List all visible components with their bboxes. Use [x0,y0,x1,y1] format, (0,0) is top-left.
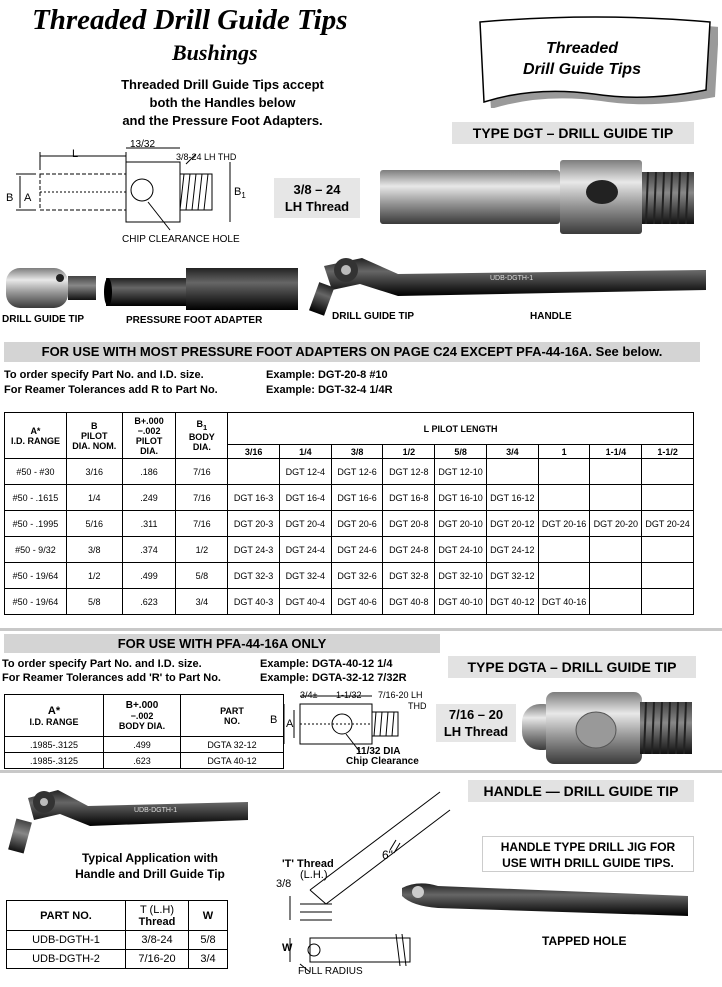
cell-bp: .623 [122,589,176,615]
cell-bp: .311 [122,511,176,537]
part-cell: DGT 32-4 [279,563,331,589]
col-b-sub: PILOT [81,430,108,441]
part-cell [228,459,280,485]
part-cell [538,485,590,511]
table-row [5,753,284,769]
cell-a: .1985-.3125 [5,753,104,769]
jig-note [482,836,694,872]
cell-w: 5/8 [189,931,228,950]
part-cell: DGT 24-10 [435,537,487,563]
dgta-col-b-label: B+.000 [125,700,159,711]
cell-a: #50 - 19/64 [5,563,67,589]
cell-b: 3/16 [66,459,122,485]
banner-line-1: Threaded [545,40,618,57]
intro-line-3: and the Pressure Foot Adapters. [122,113,323,128]
table-row [5,537,694,563]
part-cell [538,459,590,485]
handle-mark: UDB-DGTH-1 [490,275,534,282]
part-cell: DGT 12-8 [383,459,435,485]
cell-a: #50 - 9/32 [5,537,67,563]
dgta-col-b-tol: −.002 [130,711,154,721]
col-bp-sub: PILOT [135,435,163,446]
col-bp-sub2: DIA. [140,445,159,456]
handle-table [6,900,228,969]
tapped-handle-photo [398,878,694,926]
length-col-8: 1-1/2 [642,445,694,459]
part-cell: DGT 20-6 [331,511,383,537]
diag-thread-label: 3/8-24 LH THD [176,152,237,162]
part-cell: DGT 24-6 [331,537,383,563]
page-title: Threaded Drill Guide Tips [32,4,348,36]
part-cell: DGT 12-6 [331,459,383,485]
cell-b: 3/8 [66,537,122,563]
dgt-use-bar: FOR USE WITH MOST PRESSURE FOOT ADAPTERS ON PAGE C24 EXCEPT PFA-44-16A. See below. [4,342,700,362]
col-bp-label: B+.000 [134,415,164,426]
handle-table-body [7,931,228,969]
diag-b1-letter: B [234,186,242,198]
cell-bp: .186 [122,459,176,485]
caption-pressure-foot-adapter: PRESSURE FOOT ADAPTER [126,315,263,326]
dgta-col-b [104,695,181,737]
col-b-label: B [91,420,98,431]
diag-b1-label [234,186,246,200]
dgt-thread-box [274,178,360,218]
dgt-thread-line-2: LH Thread [284,199,350,214]
handle-col-part: PART NO. [7,901,126,931]
col-a [5,413,67,459]
length-col-7: 1-1/4 [590,445,642,459]
col-b1-label: B [196,419,203,430]
diag-chip-label: CHIP CLEARANCE HOLE [122,234,240,245]
part-cell: DGT 32-8 [383,563,435,589]
dgt-order-text [4,368,393,398]
intro-line-1: Threaded Drill Guide Tips accept [121,77,324,92]
cell-p: DGTA 40-12 [181,753,284,769]
dgta-col-part-sub: NO. [223,715,240,726]
col-bp-tol: −.002 [137,425,161,436]
dgta-diag-chip-1: 11/32 DIA [356,746,401,757]
cell-b1: 1/2 [176,537,228,563]
dgt-thread-line-1: 3/8 – 24 [293,182,341,197]
type-dgta-label: TYPE DGTA – DRILL GUIDE TIP [448,656,696,678]
part-cell: DGT 40-6 [331,589,383,615]
part-cell: DGT 32-6 [331,563,383,589]
part-cell [538,537,590,563]
part-cell [590,563,642,589]
table-row [7,950,228,969]
dgt-order-example-1: Example: DGT-20-8 #10 [266,369,388,381]
dgta-thread-box [436,704,516,742]
dgta-col-b-sub: BODY DIA. [118,721,166,731]
diag-a-label: A [24,192,32,204]
handle-col-t-label: T (L.H) [139,903,175,916]
dgt-order-line-1: To order specify Part No. and I.D. size. [4,369,204,381]
part-cell: DGT 40-4 [279,589,331,615]
part-cell [642,537,694,563]
caption-handle: HANDLE [530,311,572,322]
part-cell: DGT 40-10 [435,589,487,615]
col-b1-sub-index: 1 [202,422,208,432]
part-cell [590,589,642,615]
length-col-0: 3/16 [228,445,280,459]
banner-line-2: Drill Guide Tips [523,61,641,78]
dgta-diag-a: A [286,718,294,730]
cell-b: .499 [104,737,181,753]
part-cell: DGT 16-8 [383,485,435,511]
part-cell: DGT 40-16 [538,589,590,615]
length-col-2: 3/8 [331,445,383,459]
cell-b: 1/4 [66,485,122,511]
cell-a: #50 - .1615 [5,485,67,511]
part-cell: DGT 32-10 [435,563,487,589]
table-row [5,737,284,753]
handle-diag-38: 3/8 [276,878,292,890]
part-cell: DGT 24-12 [486,537,538,563]
intro-text [100,76,345,130]
dgt-table-body [5,459,694,615]
typical-line-2: Handle and Drill Guide Tip [75,867,225,881]
col-a-sub: I.D. RANGE [10,435,60,446]
cell-a: .1985-.3125 [5,737,104,753]
part-cell [590,459,642,485]
tapped-hole-label: TAPPED HOLE [542,934,627,948]
diag-b-label: B [6,192,14,204]
intro-line-2: both the Handles below [149,95,296,110]
jig-line-2: USE WITH DRILL GUIDE TIPS. [502,856,674,870]
dgta-col-a [5,695,104,737]
part-cell [642,485,694,511]
cell-b1: 7/16 [176,511,228,537]
table-row [5,589,694,615]
dgt-table [4,412,694,615]
col-b-sub2: DIA. NOM. [72,440,117,451]
dgta-thread-line-1: 7/16 – 20 [448,707,504,722]
length-col-6: 1 [538,445,590,459]
part-cell: DGT 24-4 [279,537,331,563]
part-cell [538,563,590,589]
page-subtitle: Bushings [172,40,258,65]
dgta-order-line-2: For Reamer Tolerances add 'R' to Part No. [2,672,221,684]
dgta-col-part-label: PART [220,705,244,716]
cell-b1: 7/16 [176,459,228,485]
caption-drill-guide-tip-2: DRILL GUIDE TIP [332,311,415,322]
handle-diag-6: 6" [382,848,393,862]
col-b1-sub2: DIA. [192,441,211,452]
cell-b1: 3/4 [176,589,228,615]
part-cell: DGT 20-24 [642,511,694,537]
handle-diag-lh: (L.H.) [300,869,328,881]
table-row [5,485,694,511]
cell-a: #50 - 19/64 [5,589,67,615]
part-cell: DGT 20-3 [228,511,280,537]
cell-t: 7/16-20 [126,950,189,969]
dgta-order-example-2: Example: DGTA-32-12 7/32R [260,672,407,684]
cell-part: UDB-DGTH-1 [7,931,126,950]
cell-bp: .499 [122,563,176,589]
part-cell: DGT 16-3 [228,485,280,511]
cell-b: 5/8 [66,589,122,615]
diag-b1-sub: 1 [241,191,246,201]
col-l: L PILOT LENGTH [228,413,694,445]
dgta-col-a-sub: I.D. RANGE [29,716,79,727]
dgta-photo [516,686,696,770]
part-cell [486,459,538,485]
cell-part: UDB-DGTH-2 [7,950,126,969]
part-cell: DGT 24-3 [228,537,280,563]
cell-w: 3/4 [189,950,228,969]
type-dgt-label: TYPE DGT – DRILL GUIDE TIP [452,122,694,144]
table-row [5,459,694,485]
part-cell [642,459,694,485]
dgta-diag-b: B [270,714,278,726]
cell-p: DGTA 32-12 [181,737,284,753]
drill-guide-tip-photo [2,262,102,312]
type-handle-label: HANDLE — DRILL GUIDE TIP [468,780,694,802]
length-col-4: 5/8 [435,445,487,459]
cell-bp: .374 [122,537,176,563]
part-cell: DGT 40-12 [486,589,538,615]
part-cell: DGT 40-3 [228,589,280,615]
length-col-5: 3/4 [486,445,538,459]
handle-col-w: W [189,901,228,931]
handle-diag-radius: FULL RADIUS [298,966,363,977]
handle-col-t [126,901,189,931]
dgta-order-line-1: To order specify Part No. and I.D. size. [2,658,202,670]
col-a-label: A* [30,425,41,436]
part-cell: DGT 32-12 [486,563,538,589]
divider [0,628,722,631]
cell-b1: 5/8 [176,563,228,589]
divider-2 [0,770,722,773]
banner-text [492,38,672,80]
part-cell [590,537,642,563]
dgta-diag-1132: 1-1/32 [336,690,362,700]
part-cell: DGT 16-4 [279,485,331,511]
typical-line-1: Typical Application with [81,851,218,865]
cell-b: 1/2 [66,563,122,589]
dgta-diag-chip-2: Chip Clearance [346,756,419,767]
pressure-foot-adapter-photo [104,264,304,314]
cell-b: .623 [104,753,181,769]
part-cell: DGT 20-16 [538,511,590,537]
part-cell: DGT 24-8 [383,537,435,563]
cell-a: #50 - .1995 [5,511,67,537]
dgta-order-example-1: Example: DGTA-40-12 1/4 [260,658,393,670]
handle-col-t-sub: Thread [138,915,176,928]
dgt-order-example-2: Example: DGT-32-4 1/4R [266,384,393,396]
part-cell [642,563,694,589]
part-cell: DGT 16-6 [331,485,383,511]
part-cell: DGT 20-8 [383,511,435,537]
table-row [7,931,228,950]
col-b1-sub: BODY [188,431,215,442]
dgta-col-a-label: A* [47,704,61,717]
diag-1332-label: 13/32 [130,139,156,150]
dgta-thread-line-2: LH Thread [443,724,509,739]
part-cell: DGT 20-4 [279,511,331,537]
dgta-use-bar: FOR USE WITH PFA-44-16A ONLY [4,634,440,653]
part-cell: DGT 20-10 [435,511,487,537]
typical-caption [60,850,240,882]
cell-bp: .249 [122,485,176,511]
dgta-diag-thread: 7/16-20 LH [378,690,423,700]
col-b1 [176,413,228,459]
col-bp [122,413,176,459]
part-cell: DGT 20-12 [486,511,538,537]
diag-l-label: L [72,148,79,160]
jig-line-1: HANDLE TYPE DRILL JIG FOR [500,840,676,854]
part-cell: DGT 20-20 [590,511,642,537]
handle-diag-w: W [282,942,293,954]
part-cell: DGT 16-12 [486,485,538,511]
dgta-table [4,694,284,769]
part-cell: DGT 16-10 [435,485,487,511]
part-cell: DGT 12-4 [279,459,331,485]
part-cell: DGT 12-10 [435,459,487,485]
part-cell [642,589,694,615]
table-row [5,563,694,589]
dgta-order-text [2,657,407,685]
dgt-order-line-2: For Reamer Tolerances add R to Part No. [4,384,218,396]
handle-diag-t: 'T' Thread [282,858,334,870]
cell-b: 5/16 [66,511,122,537]
typical-handle-mark: UDB-DGTH-1 [134,807,178,814]
part-cell: DGT 40-8 [383,589,435,615]
table-row [5,511,694,537]
dgt-photo [376,150,702,250]
col-b [66,413,122,459]
cell-a: #50 - #30 [5,459,67,485]
cell-t: 3/8-24 [126,931,189,950]
dgta-diag-thread-2: THD [408,701,427,711]
caption-drill-guide-tip: DRILL GUIDE TIP [2,314,85,325]
part-cell [590,485,642,511]
cell-b1: 7/16 [176,485,228,511]
length-col-1: 1/4 [279,445,331,459]
typical-application-photo [4,782,254,858]
dgta-table-body [5,737,284,769]
length-col-3: 1/2 [383,445,435,459]
dgta-diag-34: 3/4± [300,690,318,700]
part-cell: DGT 32-3 [228,563,280,589]
